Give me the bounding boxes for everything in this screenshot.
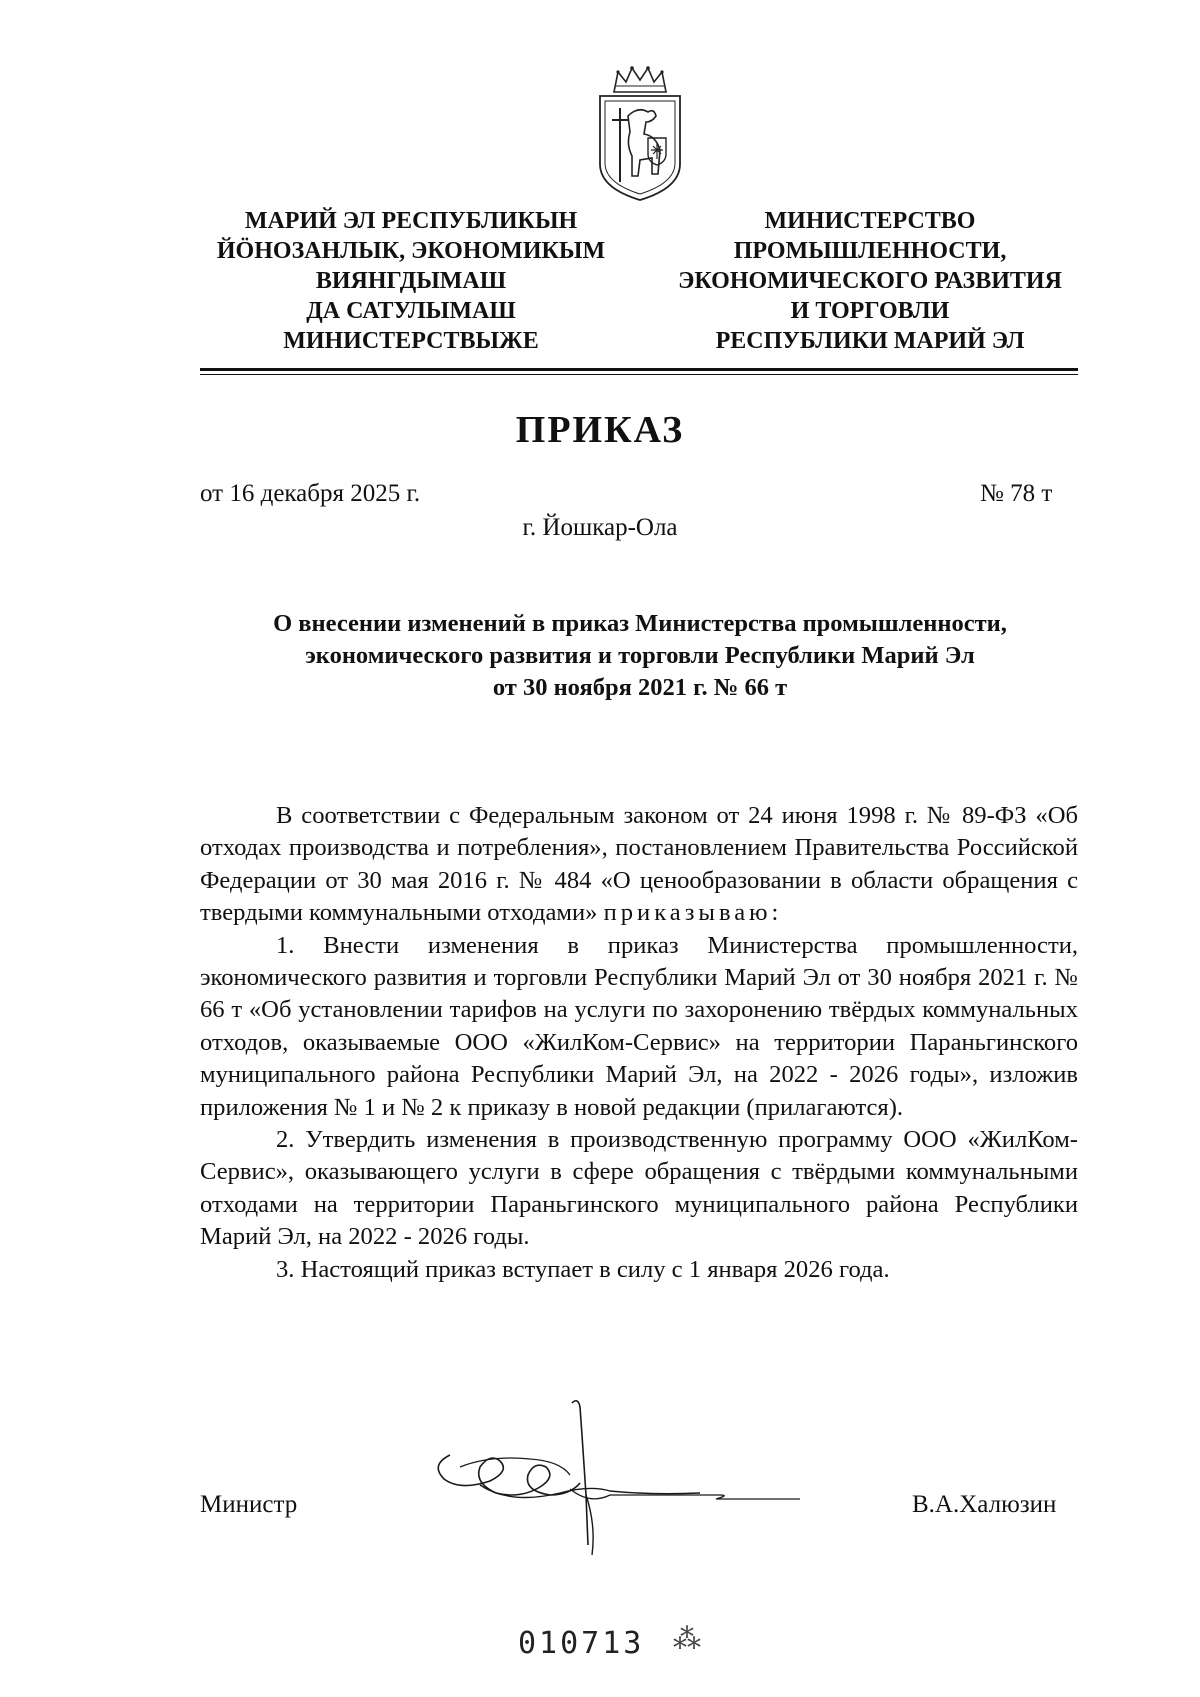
document-city: г. Йошкар-Ола <box>522 514 678 541</box>
stamp-mark-icon: ⁂ <box>673 1624 701 1655</box>
order-word: приказываю: <box>603 899 783 927</box>
item-3-paragraph: 3. Настоящий приказ вступает в силу с 1 января 2026 года. <box>276 1255 890 1283</box>
signatory-name: В.А.Халюзин <box>912 1491 1057 1518</box>
header-left-line: ДА САТУЛЫМАШ <box>306 298 516 324</box>
document-number: № 78 т <box>980 480 1053 507</box>
document-subject <box>200 608 1080 704</box>
handwritten-signature <box>420 1395 880 1565</box>
header-right-line: РЕСПУБЛИКИ МАРИЙ ЭЛ <box>715 328 1025 354</box>
document-date: от 16 декабря 2025 г. <box>200 480 421 507</box>
subject-line: О внесении изменений в приказ Министерства промышленности, <box>273 610 1007 637</box>
header-left-line: ЙÖНОЗАНЛЫК, ЭКОНОМИКЫМ <box>216 238 606 264</box>
header-right-russian <box>660 206 1080 356</box>
preamble-paragraph <box>200 800 1078 930</box>
item-2-paragraph: 2. Утвердить изменения в производственную программу ООО «ЖилКом-Сервис», оказывающего услуги в сфере обращения с твёрдыми коммунальными отходами на территории Параньгинского муниципального района Республики Марий Эл, на 2022 - 2026 годы. <box>200 1126 1078 1251</box>
header-divider-thin <box>200 374 1078 375</box>
header-left-line: МАРИЙ ЭЛ РЕСПУБЛИКЫН <box>244 208 578 234</box>
header-right-line: ЭКОНОМИЧЕСКОГО РАЗВИТИЯ <box>678 268 1062 294</box>
header-right-line: МИНИСТЕРСТВО <box>764 208 976 234</box>
registration-stamp-number: 010713 <box>518 1626 645 1661</box>
document-body <box>200 800 1078 1286</box>
preamble-text: В соответствии с Федеральным законом от 24 июня 1998 г. № 89-ФЗ «Об отходах производства и потребления», постановлением Правительства Российской Федерации от 30 мая 2016 г. № 484 «О ценообразовании в области обращения с твердыми коммунальными отходами» <box>200 802 1078 927</box>
header-left-line: МИНИСТЕРСТВЫЖЕ <box>283 328 539 354</box>
subject-line: от 30 ноября 2021 г. № 66 т <box>492 674 788 701</box>
header-left-line: ВИЯНГДЫМАШ <box>315 268 507 294</box>
coat-of-arms-emblem <box>594 64 686 204</box>
header-right-line: И ТОРГОВЛИ <box>790 298 950 324</box>
header-left-marian <box>196 206 626 356</box>
signatory-title: Министр <box>200 1491 298 1518</box>
header-divider-thick <box>200 368 1078 371</box>
subject-line: экономического развития и торговли Республики Марий Эл <box>305 642 975 669</box>
document-type-title: ПРИКАЗ <box>515 409 685 451</box>
item-1-paragraph: 1. Внести изменения в приказ Министерства промышленности, экономического развития и торговли Республики Марий Эл от 30 ноября 2021 г. № 66 т «Об установлении тарифов на услуги по захоронению твёрдых коммунальных отходов, оказываемые ООО «ЖилКом-Сервис» на территории Параньгинского муниципального района Республики Марий Эл, на 2022 - 2026 годы», изложив приложения № 1 и № 2 к приказу в новой редакции (прилагаются). <box>200 931 1078 1121</box>
header-right-line: ПРОМЫШЛЕННОСТИ, <box>733 238 1007 264</box>
